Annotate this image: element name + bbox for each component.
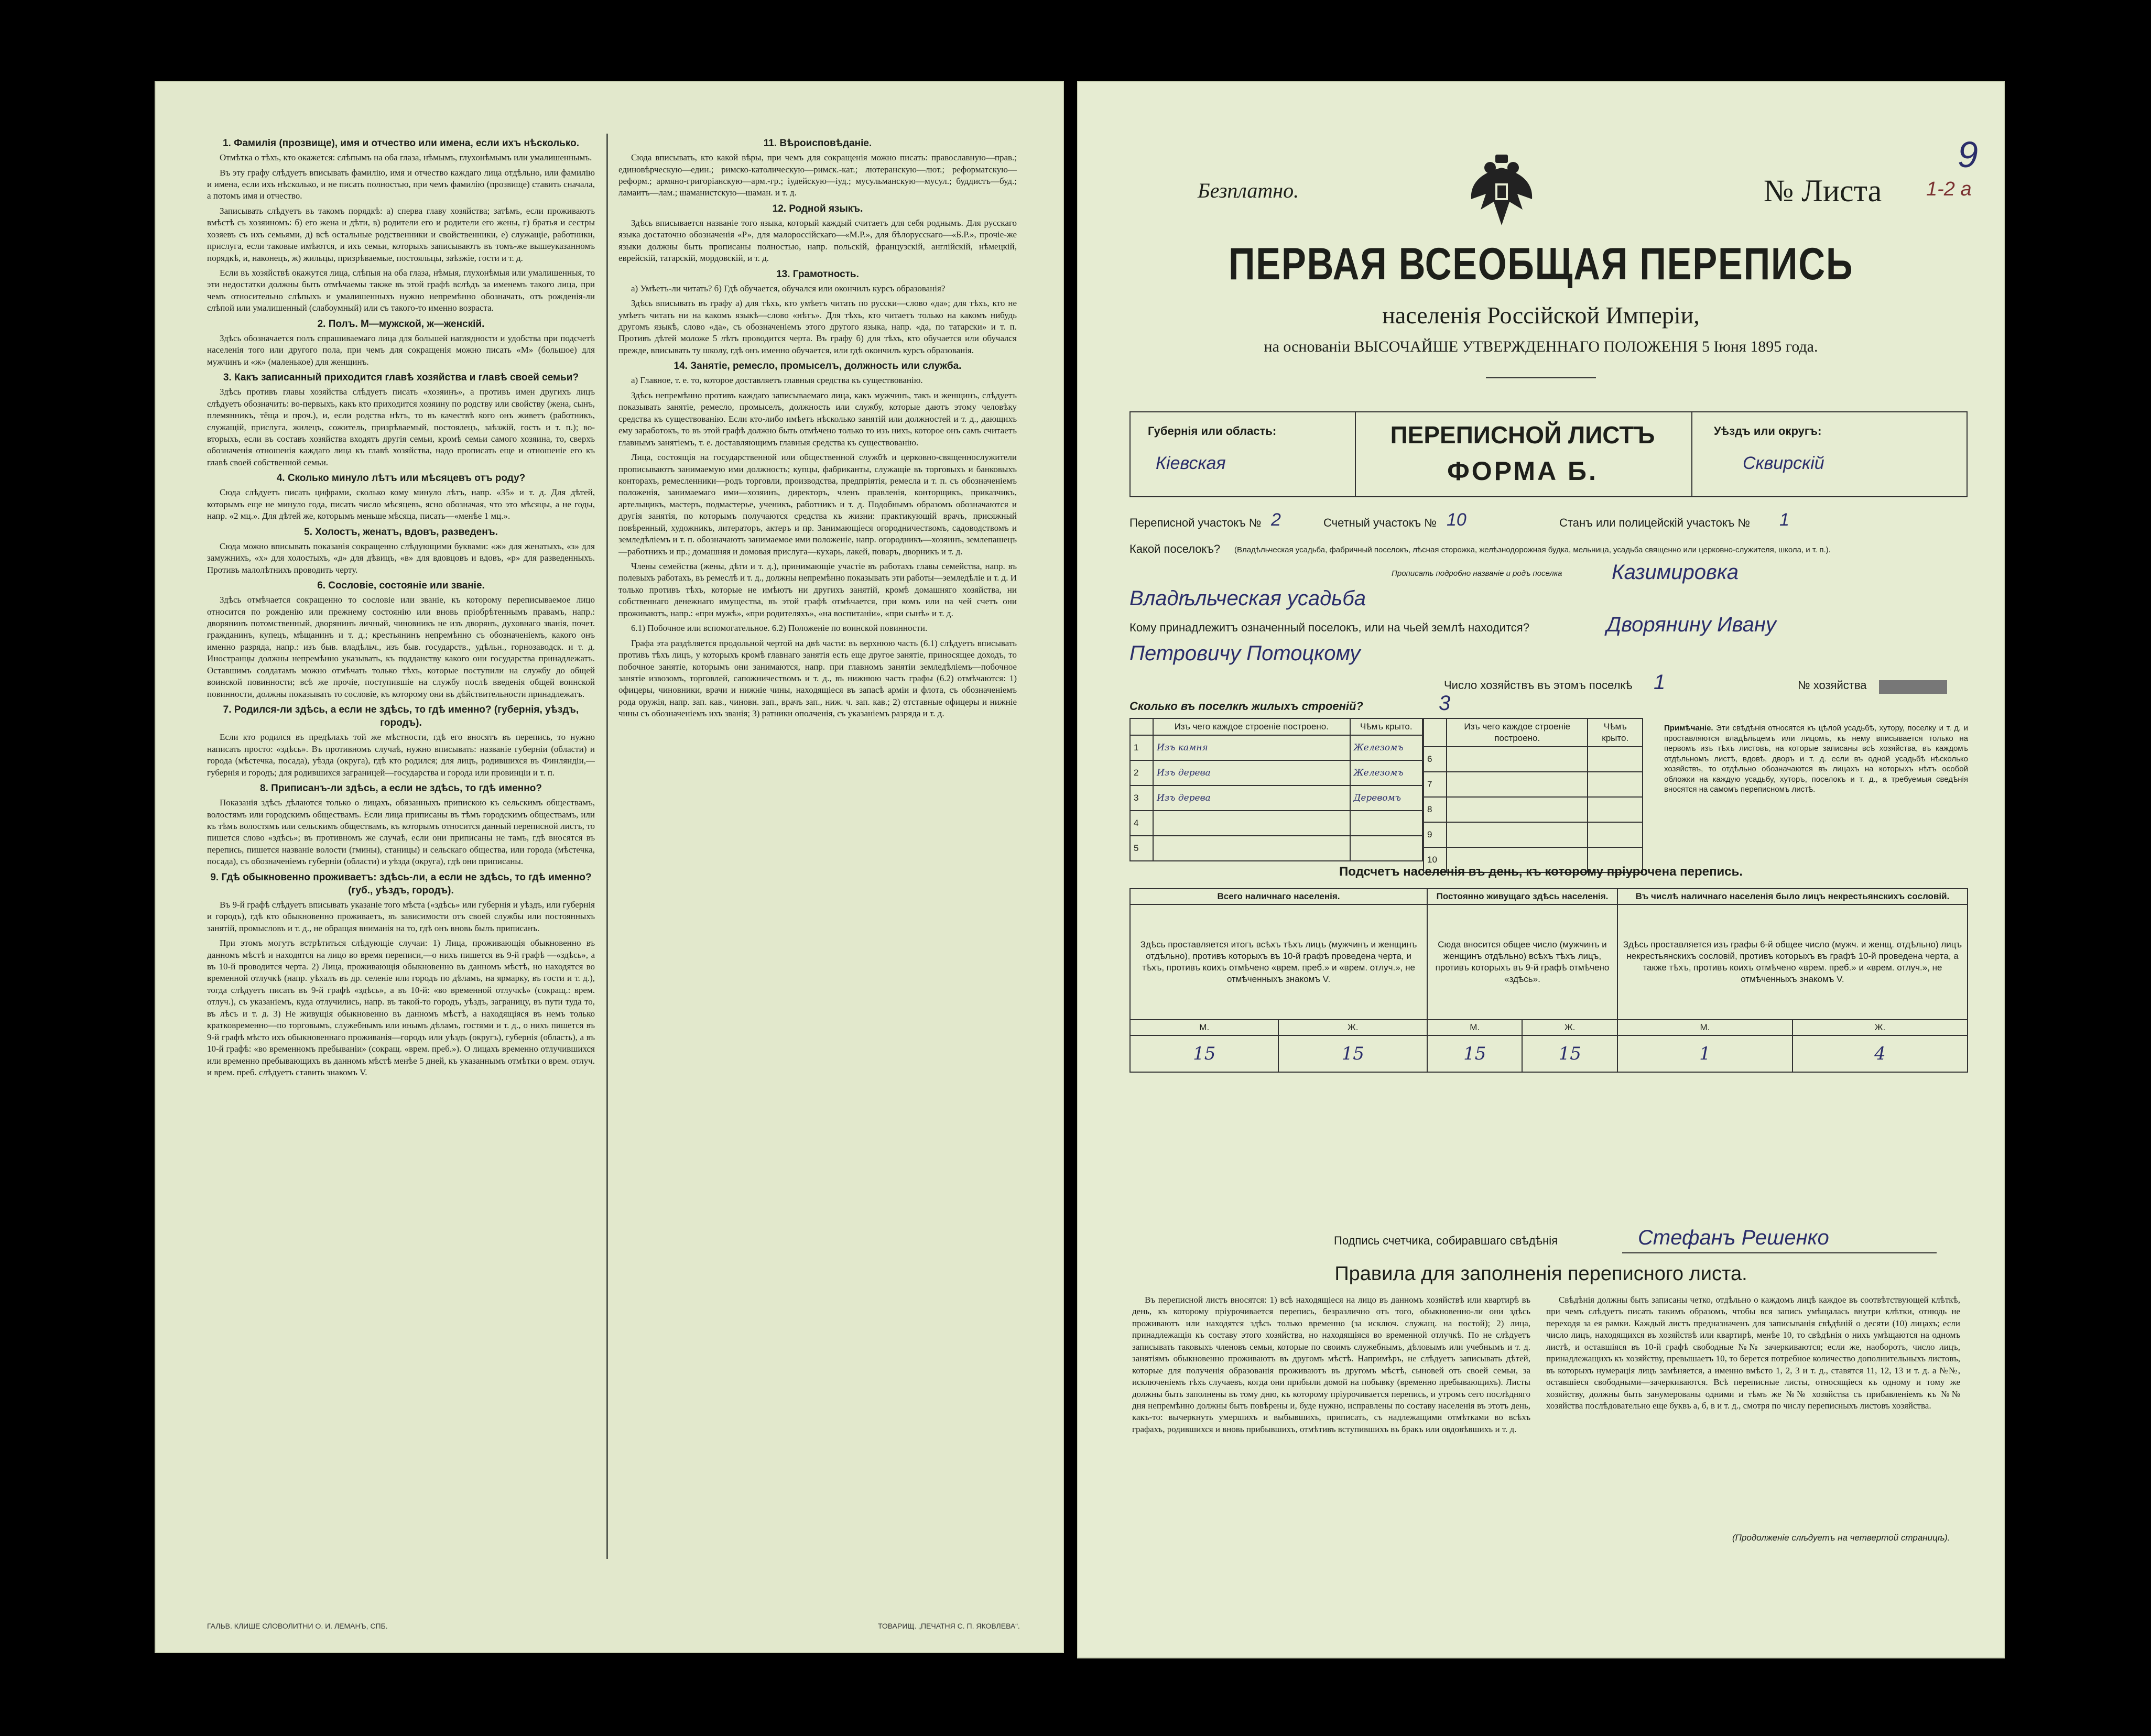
building-number: 7 xyxy=(1424,772,1447,797)
rules-left: Въ переписной листъ вносятся: 1) всѣ находящіеся на лицо въ данномъ хозяйствѣ или квартирѣ въ день, къ которому пріурочивается перепись, безразлично отъ того, обыкновенно-ли они здѣсь проживаютъ или находятся здѣсь только временно (за исключ. служащ. на постой); 2) лица, принадлежащія къ составу этого хозяйства, но находящіяся во временной отлучкѣ. По не слѣдуетъ записывать таковыхъ членовъ семьи, которые по своимъ служебнымъ, дѣловымъ или учебнымъ и т. д. занятіямъ обыкновенно проживаютъ въ другомъ мѣстѣ. Напримѣръ, не слѣдуетъ записывать дѣтей, которые для полученія образованія проживаютъ въ другомъ мѣстѣ, сыновей отъ своей семьи, за исключеніемъ тѣхъ случаевъ, когда они прибыли домой на побывку (временно пребывающихъ). Листы должны быть заполнены въ тому дню, къ которому пріурочивается перепись, и утромъ сего послѣдняго дня непремѣнно должны быть повѣрены и, буде нужно, исправлены по составу населенія въ этотъ день, какъ-то: вычеркнуть умершихъ и выбывшихъ, приписать, съ надлежащими отмѣтками во всѣхъ графахъ, родившихся и вновь прибывшихъ, отмѣтивъ вступившихъ въ бракъ или овдовѣвшихъ и т. д. xyxy=(1132,1295,1530,1434)
building-number: 1 xyxy=(1130,735,1153,760)
census-basis: на основаніи ВЫСОЧАЙШЕ УТВЕРЖДЕННАГО ПОЛОЖЕНІЯ 5 Іюня 1895 года. xyxy=(1264,338,1818,355)
building-row xyxy=(1424,797,1643,822)
count-col-desc: Сюда вносится общее число (мужчинъ и женщинъ отдѣльно) всѣхъ тѣхъ лицъ, противъ которыхъ въ 9-й графѣ отмѣчено «здѣсь». xyxy=(1427,904,1617,1020)
signature-label: Подпись счетчика, собиравшаго свѣдѣнія xyxy=(1334,1234,1558,1247)
paragraph: Здѣсь противъ главы хозяйства слѣдуетъ писать «хозяинъ», а противъ имен другихъ лицъ слѣдуетъ обозначить: во-первыхъ, какъ кто приходится хозяину по родству или свойству (жена, сынъ, племянникъ, тёща и проч.), и, если родства нѣтъ, то въ качествѣ кого онъ живетъ (работникъ, служащій, прислуга, жилецъ, сожитель, призрѣваемый, постоялецъ, заѣзжій, гость и т. п.); во-вторыхъ, если въ составъ хозяйства входятъ другія семьи, кромѣ семьи самого хозяина, то, сверхъ обозначенія отношенія каждаго лица къ главѣ хозяйства, надо прописать еще и отношеніе его къ главѣ своей собственной семьи. xyxy=(207,387,595,467)
building-cell-empty xyxy=(1447,747,1588,772)
population-count-table xyxy=(1129,888,1968,1073)
section-heading: 14. Занятіе, ремесло, промыселъ, должность или служба. xyxy=(673,361,962,372)
household-no-redacted xyxy=(1879,680,1947,694)
instructions-column-1 xyxy=(207,134,595,1575)
paragraph: Отмѣтка о тѣхъ, кто окажется: слѣпымъ на оба глаза, нѣмымъ, глухонѣмымъ или умалишеннымъ. xyxy=(220,152,592,163)
perepis-uchastok-label: Переписной участокъ № xyxy=(1129,516,1262,529)
gubernia-value: Кіевская xyxy=(1156,453,1226,473)
female-count: 15 xyxy=(1522,1035,1617,1072)
sheet-number-value: 1-2 а xyxy=(1926,178,1972,200)
rules-title: Правила для заполненія переписного листа. xyxy=(1334,1263,1747,1285)
signature-line xyxy=(1622,1252,1937,1253)
right-page xyxy=(1077,81,2005,1658)
section-heading: 5. Холостъ, женатъ, вдовъ, разведенъ. xyxy=(304,526,498,538)
printer-credit-left: ГАЛЬВ. КЛИШЕ СЛОВОЛИТНИ О. И. ЛЕМАНЪ, СПБ. xyxy=(207,1622,388,1630)
instructions-column-2 xyxy=(618,134,1017,1559)
building-number: 5 xyxy=(1130,836,1153,861)
bld-head-roof: Чѣмъ крыто. xyxy=(1350,718,1422,735)
building-roof: Железомъ xyxy=(1350,735,1422,760)
building-number: 6 xyxy=(1424,747,1447,772)
building-material xyxy=(1153,836,1350,861)
paragraph: Сюда можно вписывать показанія сокращенно слѣдующими буквами: «ж» для женатыхъ, «з» для замужнихъ, «х» для холостыхъ, «д» для дѣвицъ, «в» для вдовцовъ и вдовъ, «р» для разведенныхъ. Противъ малолѣтнихъ проводить черту. xyxy=(207,541,595,575)
building-cell-empty xyxy=(1447,772,1588,797)
count-col-header: Постоянно живущаго здѣсь населенія. xyxy=(1427,889,1617,904)
poselok-value-2: Владѣльческая усадьба xyxy=(1129,587,1366,610)
section-heading: 12. Родной языкъ. xyxy=(772,203,863,214)
paragraph: а) Умѣетъ-ли читать? б) Гдѣ обучается, обучался или окончилъ курсъ образованія? xyxy=(631,283,946,293)
paragraph: Если въ хозяйствѣ окажутся лица, слѣпыя на оба глаза, нѣмыя, глухонѣмыя или умалишенныя, то эти недостатки должны быть отмѣчаемы также въ этой графѣ вслѣдъ за именемъ такого лица, при чемъ относительно слѣпыхъ и умалишенныхъ нужно непремѣнно обозначать, отъ рожденія-ли слѣпой или умалишенный (слабоумный) или съ такого-то именно возраста. xyxy=(207,268,595,313)
dwellings-value: 3 xyxy=(1439,692,1451,715)
gubernia-label: Губернія или область: xyxy=(1148,424,1277,438)
title-rule xyxy=(1486,377,1596,378)
building-cell-empty xyxy=(1588,747,1643,772)
building-cell-empty xyxy=(1447,822,1588,847)
count-col-header: Въ числѣ наличнаго населенія было лицъ некрестьянскихъ сословій. xyxy=(1617,889,1968,904)
form-title: ПЕРЕПИСНОЙ ЛИСТЪ xyxy=(1390,421,1655,449)
schet-uchastok-value: 10 xyxy=(1447,510,1466,530)
building-row xyxy=(1130,785,1422,811)
section-heading: 2. Полъ. М—мужской, ж—женскій. xyxy=(317,318,485,330)
building-number: 9 xyxy=(1424,822,1447,847)
section-heading: 1. Фамилія (прозвище), имя и отчество или имена, если ихъ нѣсколько. xyxy=(222,138,580,149)
paragraph: При этомъ могутъ встрѣтиться слѣдующіе случаи: 1) Лица, проживающія обыкновенно въ данномъ мѣстѣ и находятся на лицо во время переписи,—о нихъ пишется въ 9-й графѣ —«здѣсь», а въ 10-й проводится черта. 2) Лица, проживающія обыкновенно въ данномъ мѣстѣ, но находятся во временной отлучкѣ (напр. уѣхалъ въ др. селеніе или городъ по дѣламъ, на ярмарку, въ гости и т. д.), тогда слѣдуетъ писать въ 9-й графѣ «здѣсь», а въ 10-й: «во временной отлучкѣ» (сокращ.: врем. отлуч.), съ указаніемъ, куда отлучились, напр. въ такой-то городъ, уѣздъ, заграницу, въ пути туда то, въ лѣсъ и т. д. 3) Не живущія обыкновенно въ данномъ мѣстѣ, а находящіяся въ немъ только кратковременно—по торговымъ, служебнымъ или инымъ дѣламъ, гостями и т. д., о нихъ пишется въ 9-й графѣ мѣсто ихъ обыкновеннаго проживанія—городъ или уѣздъ (округъ), губернія (область), а въ 10-й графѣ: «во временномъ пребываніи» (сокращ. «врем. преб.»). О лицахъ временно отлучившихся или временно пребывающихъ въ данномъ мѣстѣ менѣе 5 дней, къ указаннымъ отмѣтки о врем. отлуч. и врем. преб. слѣдуетъ ставить знакомъ V. xyxy=(207,938,595,1077)
dwellings-label: Сколько въ поселкѣ жилыхъ строеній? xyxy=(1129,700,1363,713)
paragraph: Показанія здѣсь дѣлаются только о лицахъ, обязанныхъ припискою къ сельскимъ обществамъ, волостямъ или городскимъ обществамъ. Если лица приписаны въ тѣмъ городскимъ обществамъ, или къ тѣмъ волостямъ или сельскимъ обществамъ, къ которымъ относится данный переписной листъ, то пишется слово «здѣсь»; въ противномъ же случаѣ, если они приписаны не тамъ, гдѣ вносятся въ перепись, пишется названіе волости (гмины), станицы) и сельскаго общества, или города (мѣстечка, посада), съ обозначеніемъ губерніи (области) и уѣзда (округа), гдѣ они приписаны. xyxy=(207,798,595,867)
building-number: 2 xyxy=(1130,760,1153,785)
household-count-value: 1 xyxy=(1654,671,1666,694)
building-row xyxy=(1424,747,1643,772)
paragraph: Сюда вписывать, кто какой вѣры, при чемъ для сокращенія можно писать: православную—прав.; единовѣрческую—един.; римско-католическую—римск.-кат.; лютеранскую—лют.; реформатскую—реформ.; армяно-григоріанскую—арм.-гр.; іудейскую—іуд.; мусульманскую—мусул.; буддистъ—буд.; ламаитъ—лам.; шаманистскую—шаман. и т. д. xyxy=(618,152,1017,198)
stan-value: 1 xyxy=(1779,510,1789,530)
building-number: 4 xyxy=(1130,811,1153,836)
female-label: Ж. xyxy=(1278,1020,1427,1035)
male-count: 15 xyxy=(1427,1035,1522,1072)
left-page xyxy=(155,81,1064,1653)
male-label: М. xyxy=(1130,1020,1278,1035)
perepis-uchastok-value: 2 xyxy=(1271,510,1281,530)
count-col-desc: Здѣсь проставляется изъ графы 6-й общее число (мужч. и женщ. отдѣльно) лицъ некрестьянскихъ сословій, противъ которыхъ въ графѣ 10-й проведена черта, а также тѣхъ, противъ коихъ отмѣчено «врем. преб.» и «врем. отлуч.», не отмѣченныхъ знакомъ V. xyxy=(1617,904,1968,1020)
paragraph: Здѣсь вписывается названіе того языка, который каждый считаетъ для себя роднымъ. Для русскаго языка достаточно обозначенія «Р», для малороссійскаго—«М.Р.», для бѣлорусскаго—«Б.Р.», прочіе-же языки должны быть прописаны полностью, напр. польскій, французскій, англійскій, нѣмецкій, еврейскій, татарскій, мордовскій, и т. д. xyxy=(618,217,1017,264)
count-row xyxy=(1130,1035,1968,1072)
section-heading: 3. Какъ записанный приходится главѣ хозяйства и главѣ своей семьи? xyxy=(223,372,579,384)
buildings-table-2 xyxy=(1423,718,1643,873)
section-heading: 13. Грамотность. xyxy=(776,268,859,280)
count-col-header: Всего наличнаго населенія. xyxy=(1130,889,1427,904)
section-heading: 8. Приписанъ-ли здѣсь, а если не здѣсь, то гдѣ именно? xyxy=(260,783,542,794)
census-title: ПЕРВАЯ ВСЕОБЩАЯ ПЕРЕПИСЬ xyxy=(1228,239,1854,289)
paragraph: Здѣсь вписывать въ графу а) для тѣхъ, кто умѣетъ читать по русски—слово «да»; для тѣхъ, кто не умѣетъ читать ни на какомъ языкѣ—слово «нѣтъ». Для тѣхъ, кто читаетъ только на какомъ нибудь другомъ языкѣ, слово «да», съ обозначеніемъ этого другого языка, напр. «да, по татарски» и т. п. Противъ дѣтей моложе 5 лѣтъ проводится черта. Въ графу б) для тѣхъ, кто обучается или обучался прежде, вписывать ту школу, гдѣ онъ именно обучается, или гдѣ окончилъ курсъ образованія. xyxy=(618,298,1017,355)
paragraph: Записывать слѣдуетъ въ такомъ порядкѣ: а) сперва главу хозяйства; затѣмъ, если проживаютъ вмѣстѣ съ хозяиномъ: б) его жена и дѣти, в) родители его и родители его жены, г) братья и сестры хозяевъ съ ихъ семьями, д) всѣ остальные родственники и свойственники, е) служащіе, работники, прислуга, если таковые имѣются, и ихъ семьи, которыхъ записываютъ въ томъ-же вышеуказанномъ порядкѣ, и, наконецъ, ж) жильцы, призрѣваемые, постояльцы, заѣзжіе, гости и т. д. xyxy=(207,205,595,263)
paragraph: Здѣсь обозначается полъ спрашиваемаго лица для большей наглядности и удобства при подсчетѣ населенія того или другого пола, при чемъ для сокращенія можно писать «М» (большое) для мужчинъ и «ж» (маленькое) для женщинъ. xyxy=(207,333,595,367)
count-row xyxy=(1130,889,1968,904)
paragraph: а) Главное, т. е. то, которое доставляетъ главныя средства къ существованію. xyxy=(631,375,923,386)
note-text: Эти свѣдѣнія относятся къ цѣлой усадьбѣ, хутору, поселку и т. д. и проставляются владѣльцемъ или лицомъ, къ нему вписывается только на первомъ изъ тѣхъ листовъ, на которые записаны всѣ хозяйства, въ каждомъ отдѣльномъ листѣ, вдовѣ, дворъ и т. д. если въ одной усадьбѣ нѣсколько хозяйствъ, то отдѣльно обозначаются въ лицахъ на которыхъ нѣтъ особой обложки на каждую усадьбу, хуторъ, поселокъ и т. д., а требуемыя сведѣнія вносятся на самомъ переписномъ листѣ. xyxy=(1664,724,1968,794)
paragraph: Если кто родился въ предѣлахъ той же мѣстности, гдѣ его вносятъ въ перепись, то нужно написать просто: «здѣсь». Въ противномъ случаѣ, нужно вписывать: названіе губерніи (области) и города (мѣстечка, посада), уѣзда (округа), гдѣ кто родился; для лицъ, родившихся въ Финляндіи,—губернія и городъ; для родившихся заграницей—государства и города или провинціи и т. п. xyxy=(207,732,595,778)
female-count: 15 xyxy=(1278,1035,1427,1072)
free-label: Безплатно. xyxy=(1198,179,1299,202)
building-cell-empty xyxy=(1588,822,1643,847)
building-cell-empty xyxy=(1588,772,1643,797)
paragraph: Здѣсь непремѣнно противъ каждаго записываемаго лица, какъ мужчинъ, такъ и женщинъ, слѣдуетъ показывать занятіе, ремесло, промыселъ, должность или службу, которые даютъ этому человѣку средства къ существованію. Если кто-либо имѣетъ нѣсколько занятій или должностей и т. д., дающихъ ему заработокъ, то въ этой графѣ должно быть отмѣчено только то изъ нихъ, которое онъ самъ считаетъ главнымъ занятіемъ, т. е. доставляющимъ главныя средства къ существованію. xyxy=(618,390,1017,447)
bld-head-material: Изъ чего каждое строеніе построено. xyxy=(1153,718,1350,735)
section-heading: 7. Родился-ли здѣсь, а если не здѣсь, то гдѣ именно? (губернія, уѣздъ, городъ). xyxy=(223,704,579,729)
bld2-head-material: Изъ чего каждое строеніе построено. xyxy=(1447,718,1588,747)
paragraph: Въ 9-й графѣ слѣдуетъ вписывать указаніе того мѣста («здѣсь» или губернія и уѣздъ, или губернія и городъ), гдѣ кто обыкновенно проживаетъ, въ зависимости отъ своей службы или постоянныхъ занятій, промысловъ и т. д., не обращая вниманія на то, гдѣ онъ вновь былъ приписанъ. xyxy=(207,899,595,933)
paragraph: 6.1) Побочное или вспомогательное. 6.2) Положеніе по воинской повинности. xyxy=(631,623,928,634)
building-material: Изъ дерева xyxy=(1153,785,1350,811)
count-title: Подсчетъ населенія въ день, къ которому пріурочена перепись. xyxy=(1339,865,1743,879)
building-row xyxy=(1424,772,1643,797)
signature-value: Стефанъ Решенко xyxy=(1638,1226,1829,1249)
buildings-table-1 xyxy=(1129,718,1423,861)
schet-uchastok-label: Счетный участокъ № xyxy=(1323,516,1437,529)
paragraph: Здѣсь отмѣчается сокращенно то сословіе или званіе, къ которому переписываемое лицо относится по рожденію или прежнему состоянію или вновь пріобрѣтеннымъ правамъ, напр.: дворянинъ потомственный, дворянинъ личный, чиновникъ не изъ дворянъ, духовнаго званія, почет. гражданинъ, купецъ, мѣщанинъ и т. д.; крестьянинъ непремѣнно съ обозначеніемъ, какого онъ именно разряда, напр.: изъ быв. владѣльч., изъ быв. государств., удѣльн., горнозаводск. и т. д. Иностранцы должны непремѣнно указывать, къ подданству какого они государства принадлежатъ. Оставшимъ солдатамъ можно отмѣчать только тѣхъ, которые поступили на службу до общей воинской повинности; всѣ же прочіе, поступившіе на службу послѣ введенія общей воинской повинности, должны показывать то сословіе, къ которому они въ дѣйствительности принадлежатъ. xyxy=(207,595,595,699)
building-roof: Железомъ xyxy=(1350,760,1422,785)
male-label: М. xyxy=(1427,1020,1522,1035)
bld2-head-roof: Чѣмъ крыто. xyxy=(1588,718,1643,747)
building-roof xyxy=(1350,836,1422,861)
double-headed-eagle-icon xyxy=(1465,152,1538,231)
count-col-desc: Здѣсь проставляется итогъ всѣхъ тѣхъ лицъ (мужчинъ и женщинъ отдѣльно), противъ которыхъ въ 10-й графѣ проведена черта, и тѣхъ, противъ коихъ отмѣчено «врем. преб.» и «врем. отлуч.», не отмѣченныхъ знакомъ V. xyxy=(1130,904,1427,1020)
female-label: Ж. xyxy=(1522,1020,1617,1035)
paragraph: Члены семейства (жены, дѣти и т. д.), принимающіе участіе въ работахъ главы семейства, напр. въ полевыхъ работахъ, въ ремеслѣ и т. д., должны непремѣнно показывать эти работы—земледѣліе и т. д. И только противъ тѣхъ, которые не имѣютъ ни другихъ занятій, кромѣ домашняго хозяйства, ни собственнаго денежнаго имущества, въ этой графѣ отмѣчается, при комъ или на чей счетъ они проживаютъ, напр.: «при мужѣ», «при родителяхъ», «на воспитаніи», «при сынѣ» и т. д. xyxy=(618,561,1017,618)
building-cell-empty xyxy=(1447,797,1588,822)
column-divider xyxy=(606,134,608,1559)
male-count: 15 xyxy=(1130,1035,1278,1072)
sheet-number-label: № Листа xyxy=(1764,173,1882,208)
section-heading: 9. Гдѣ обыкновенно проживаетъ: здѣсь-ли, а если не здѣсь, то гдѣ именно? (губ., уѣздъ, городъ). xyxy=(210,871,592,896)
building-number: 3 xyxy=(1130,785,1153,811)
building-cell-empty xyxy=(1588,797,1643,822)
poselok-hint: (Владѣльческая усадьба, фабричный поселокъ, лѣсная сторожка, желѣзнодорожная будка, мельница, усадьба священно или церковно-служителя, школа, и т. п.). xyxy=(1234,545,1831,554)
corner-page-number: 9 xyxy=(1958,134,1978,175)
paragraph: Въ эту графу слѣдуетъ вписывать фамилію, имя и отчество каждаго лица отдѣльно, или фамилію и имена, если ихъ нѣсколько, и не писать полностью, при чемъ фамилію (прозвище) ставить сначала, а потомъ имя и отчество. xyxy=(207,167,595,201)
male-count: 1 xyxy=(1617,1035,1792,1072)
owner-value-1: Дворянину Ивану xyxy=(1606,613,1776,636)
poselok-label: Какой поселокъ? xyxy=(1129,542,1221,555)
count-row xyxy=(1130,904,1968,1020)
rules-right: Свѣдѣнія должны быть записаны четко, отдѣльно о каждомъ лицѣ каждое въ соотвѣтствующей клѣткѣ, при чемъ слѣдуетъ писать такимъ образомъ, чтобы вся запись умѣщалась внутри клѣтки, отнюдь не переходя за ея рамки. Каждый листъ предназначенъ для записыванія свѣдѣній о десяти (10) лицахъ; если число лицъ, находящихся въ хозяйствѣ или квартирѣ, менѣе 10, то свѣдѣнія о нихъ умѣщаются на одномъ листѣ, и оставшіяся въ 10-й графѣ свободные №№ зачеркиваются; если же, наоборотъ, число лицъ, принадлежащихъ къ хозяйству, превышаетъ 10, то берется потребное количество дополнительныхъ листовъ, въ которыхъ нумерація лицъ замѣняется, а именно вмѣсто 1, 2, 3 и т. д., ставятся 11, 12, 13 и т. д. а №№, оставшіеся свободными—зачеркиваются. Всѣ переписные листы, относящіеся къ одному и тому же хозяйству, должны быть занумерованы одними и тѣмъ же №№ хозяйства съ прибавленіемъ къ №№ хозяйства послѣдовательно еще буквъ а, б, в и т. д., смотря по числу переписныхъ листовъ хозяйства. xyxy=(1546,1295,1960,1411)
uezd-label: Уѣздъ или округъ: xyxy=(1714,424,1822,438)
paragraph: Сюда слѣдуетъ писать цифрами, сколько кому минуло лѣтъ, напр. «35» и т. д. Для дѣтей, которымъ еще не минуло года, писать число мѣсяцевъ, ясно обозначая, что это мѣсяцы, а не годы, напр. «2 мц.». Для дѣтей же, которымъ меньше мѣсяца, писать—«менѣе 1 мц.». xyxy=(207,487,595,521)
building-material xyxy=(1153,811,1350,836)
section-heading: 11. Вѣроисповѣданіе. xyxy=(763,138,872,149)
note-title: Примѣчаніе. xyxy=(1664,724,1713,733)
building-row xyxy=(1424,822,1643,847)
building-material: Изъ камня xyxy=(1153,735,1350,760)
female-label: Ж. xyxy=(1792,1020,1968,1035)
building-roof xyxy=(1350,811,1422,836)
owner-label: Кому принадлежитъ означенный поселокъ, или на чьей землѣ находится? xyxy=(1129,621,1529,634)
section-heading: 6. Сословіе, состояніе или званіе. xyxy=(317,580,485,592)
poselok-hint-2: Прописать подробно названіе и родъ поселка xyxy=(1392,569,1562,578)
note-box xyxy=(1664,723,1968,795)
household-no-label: № хозяйства xyxy=(1798,679,1867,692)
stan-label: Станъ или полицейскій участокъ № xyxy=(1559,516,1750,529)
building-row xyxy=(1130,836,1422,861)
printer-credit-right: ТОВАРИЩ. „ПЕЧАТНЯ С. П. ЯКОВЛЕВА“. xyxy=(878,1622,1020,1630)
building-row xyxy=(1130,735,1422,760)
household-count-label: Число хозяйствъ въ этомъ поселкѣ xyxy=(1444,679,1633,692)
paragraph: Лица, состоящія на государственной или общественной службѣ и церковно-священнослужители прописываютъ занимаемую ими должность; купцы, фабриканты, служащіе въ торговыхъ и банковыхъ конторахъ, ремесленники—родъ торговли, производства, предпріятія, ремесла и т. п. съ обозначеніемъ положенія, занимаемаго ими—хозяинъ, директоръ, членъ правленія, конторщикъ, приказчикъ, артельщикъ, мастеръ, подмастерье, ученикъ, работникъ и т. д. Подобнымъ образомъ обозначаются и другія занятія, по которымъ получаются средства къ жизни: практикующій врачъ, присяжный повѣренный, художникъ, литераторъ, актеръ и пр. Занимающіеся огородничествомъ, садоводствомъ и земледѣліемъ и т. п. обозначаютъ занимаемое ими положеніе, напр. огородникъ—хозяинъ, землепашецъ—работникъ и пр.; домашняя и домовая прислуга—кухарь, лакей, поваръ, дворникъ и т. д. xyxy=(618,452,1017,556)
male-label: М. xyxy=(1617,1020,1792,1035)
paragraph: Графа эта раздѣляется продольной чертой на двѣ части: въ верхнюю часть (6.1) слѣдуетъ вписывать противъ тѣхъ лицъ, у которыхъ кромѣ главнаго занятія есть еще другое занятіе, приносящее доходъ, то побочное занятіе, которымъ они занимаются, напр. при главномъ занятіи земледѣліемъ—побочное занятіе извозомъ, торговлей, сапожничествомъ и т. д., въ нижнюю часть графы (6.2) отмѣчаются: 1) офицеры, чиновники, врачи и нижніе чины, находящіеся въ запасѣ арміи и флота, съ обозначеніемъ рода оружія, напр. зап. кав., чиновн. зап., врачъ зап., ниж. ч. зап. кав.; 2) отставные офицеры и нижніе чины съ обозначеніемъ ихъ званія; 3) ратники ополченія, съ указаніемъ разряда и т. д. xyxy=(618,638,1017,719)
female-count: 4 xyxy=(1792,1035,1968,1072)
building-row xyxy=(1130,760,1422,785)
census-subtitle: населенія Россійской Имперіи, xyxy=(1382,302,1700,329)
building-material: Изъ дерева xyxy=(1153,760,1350,785)
count-row xyxy=(1130,1020,1968,1035)
building-number: 8 xyxy=(1424,797,1447,822)
uezd-value: Сквирскій xyxy=(1743,453,1824,473)
continued-note: (Продолженіе слѣдуетъ на четвертой страницѣ). xyxy=(1732,1533,1950,1543)
building-number: 10 xyxy=(1424,847,1447,872)
poselok-value-1: Казимировка xyxy=(1612,561,1739,584)
section-heading: 4. Сколько минуло лѣтъ или мѣсяцевъ отъ роду? xyxy=(276,473,526,484)
building-roof: Деревомъ xyxy=(1350,785,1422,811)
form-b: ФОРМА Б. xyxy=(1447,456,1598,486)
building-row xyxy=(1130,811,1422,836)
owner-value-2: Петровичу Потоцкому xyxy=(1129,642,1361,665)
